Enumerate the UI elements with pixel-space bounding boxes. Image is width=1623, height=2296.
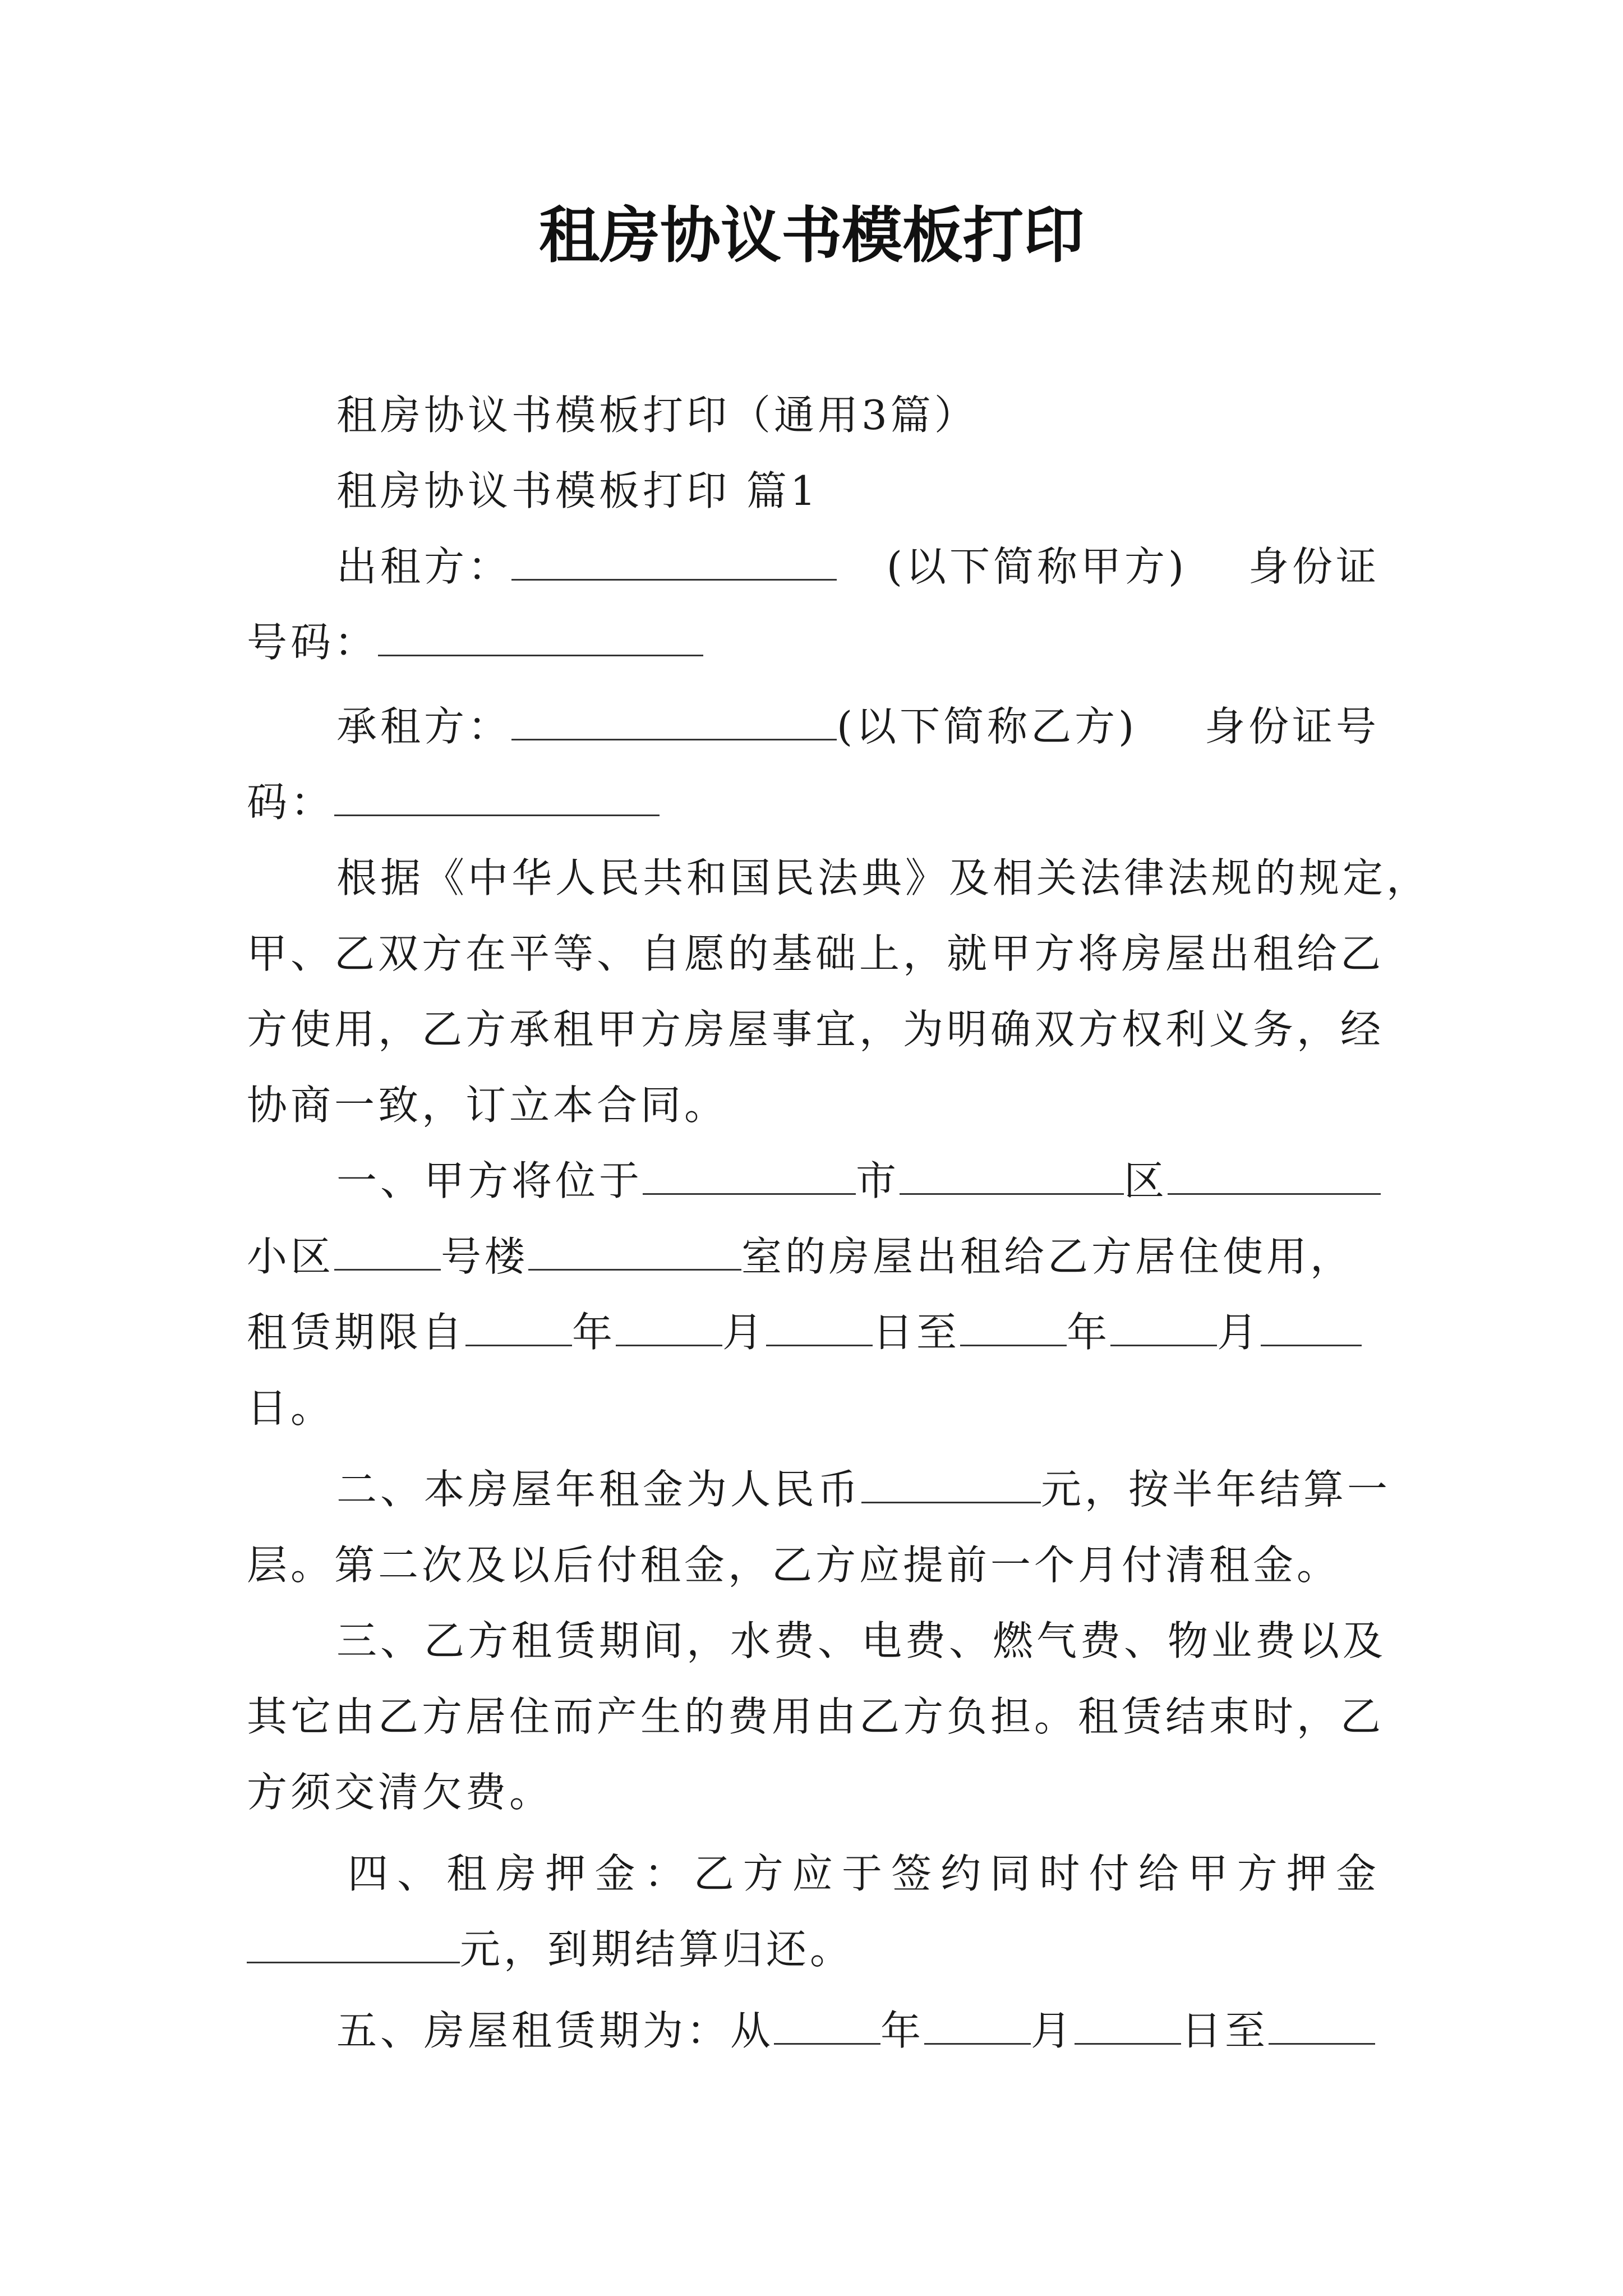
lease-start-day-blank: [1075, 2008, 1181, 2045]
preamble-line-3: 方使用，乙方承租甲方房屋事宜，为明确双方权利义务，经: [247, 1006, 1385, 1053]
lessee-id-label: 身份证号: [1204, 703, 1380, 750]
clause1-building: 号楼: [441, 1233, 529, 1280]
clause1-term: 租赁期限自: [247, 1309, 466, 1356]
district-blank: [900, 1158, 1124, 1195]
clause2-text-a: 二、本房屋年租金为人民币: [336, 1466, 862, 1513]
clause5-day-to: 日至: [1181, 2007, 1269, 2054]
building-blank: [334, 1234, 441, 1271]
lease-start-month-blank: [924, 2008, 1031, 2045]
end-day-blank: [1261, 1310, 1362, 1346]
clause5-line-1: [336, 1997, 1375, 2064]
start-day-blank: [766, 1310, 873, 1346]
lessor-label: 出租方：: [336, 543, 512, 590]
preamble-line-2: 甲、乙双方在平等、自愿的基础上，就甲方将房屋出租给乙: [247, 930, 1385, 977]
lessor-id-blank: [378, 620, 703, 656]
clause1-community: 小区: [247, 1233, 335, 1280]
clause1-year: 年: [572, 1309, 616, 1356]
lessor-note: (以下简称甲方): [886, 543, 1188, 590]
clause3-line-1: 三、乙方租赁期间，水费、电费、燃气费、物业费以及: [336, 1617, 1387, 1664]
clause1-year2: 年: [1067, 1309, 1111, 1356]
start-year-blank: [465, 1310, 572, 1346]
lessee-id-line: [247, 769, 660, 836]
end-month-blank: [1110, 1310, 1217, 1346]
clause4-text-b: 元，到期结算归还。: [460, 1926, 854, 1973]
clause5-text-a: 五、房屋租赁期为：从: [336, 2007, 774, 2054]
subtitle: 租房协议书模板打印（通用3篇）: [336, 392, 978, 439]
start-month-blank: [616, 1310, 722, 1346]
end-year-blank: [960, 1310, 1067, 1346]
city-blank: [643, 1158, 856, 1195]
lessee-name-blank: [511, 704, 837, 740]
clause5-month: 月: [1031, 2007, 1075, 2054]
clause2-text-b: 元，按半年结算一: [1041, 1466, 1391, 1513]
lessor-id-line: [247, 609, 703, 676]
clause3-line-3: 方须交清欠费。: [247, 1769, 554, 1816]
clause1-month2: 月: [1217, 1309, 1261, 1356]
lease-start-year-blank: [774, 2008, 880, 2045]
clause1-day-to: 日至: [873, 1309, 961, 1356]
deposit-blank: [247, 1927, 460, 1963]
rent-amount-blank: [861, 1467, 1041, 1503]
clause1-text-a: 一、甲方将位于: [336, 1157, 643, 1204]
lessee-note: (以下简称乙方): [837, 703, 1138, 750]
clause4-line-2: [247, 1916, 854, 1983]
community-blank: [1168, 1158, 1381, 1195]
preamble-line-4: 协商一致，订立本合同。: [247, 1082, 728, 1129]
document-title: 租房协议书模板打印: [538, 200, 1084, 271]
clause1-line-3: [247, 1299, 1362, 1366]
lease-end-blank: [1269, 2008, 1375, 2045]
clause2-line-1: [336, 1456, 1391, 1523]
room-blank: [528, 1234, 741, 1271]
clause5-year: 年: [880, 2007, 925, 2054]
clause1-line-2: [247, 1223, 1354, 1290]
clause3-line-2: 其它由乙方居住而产生的费用由乙方负担。租赁结束时，乙: [247, 1693, 1385, 1740]
lessor-id-label: 身份证: [1248, 543, 1380, 590]
lessor-name-blank: [511, 544, 837, 581]
lessee-id-label-2: 码：: [247, 779, 335, 826]
lessor-id-label-2: 号码：: [247, 619, 379, 666]
clause1-month: 月: [722, 1309, 767, 1356]
lessee-label: 承租方：: [336, 703, 512, 750]
lessee-id-blank: [334, 780, 660, 816]
clause1-room: 室的房屋出租给乙方居住使用，: [741, 1233, 1354, 1280]
clause1-district: 区: [1124, 1157, 1168, 1204]
section-heading: 租房协议书模板打印 篇1: [336, 467, 819, 514]
lessor-line: [336, 533, 1380, 600]
clause1-city: 市: [856, 1157, 900, 1204]
clause1-line-4: 日。: [247, 1384, 335, 1432]
clause2-line-2: 层。第二次及以后付租金，乙方应提前一个月付清租金。: [247, 1542, 1341, 1589]
clause4-line-1: 四、租房押金：乙方应于签约同时付给甲方押金: [348, 1850, 1380, 1897]
clause1-line-1: [336, 1147, 1381, 1214]
lessee-line: [336, 693, 1380, 760]
preamble-line-1: 根据《中华人民共和国民法典》及相关法律法规的规定，: [336, 854, 1431, 901]
